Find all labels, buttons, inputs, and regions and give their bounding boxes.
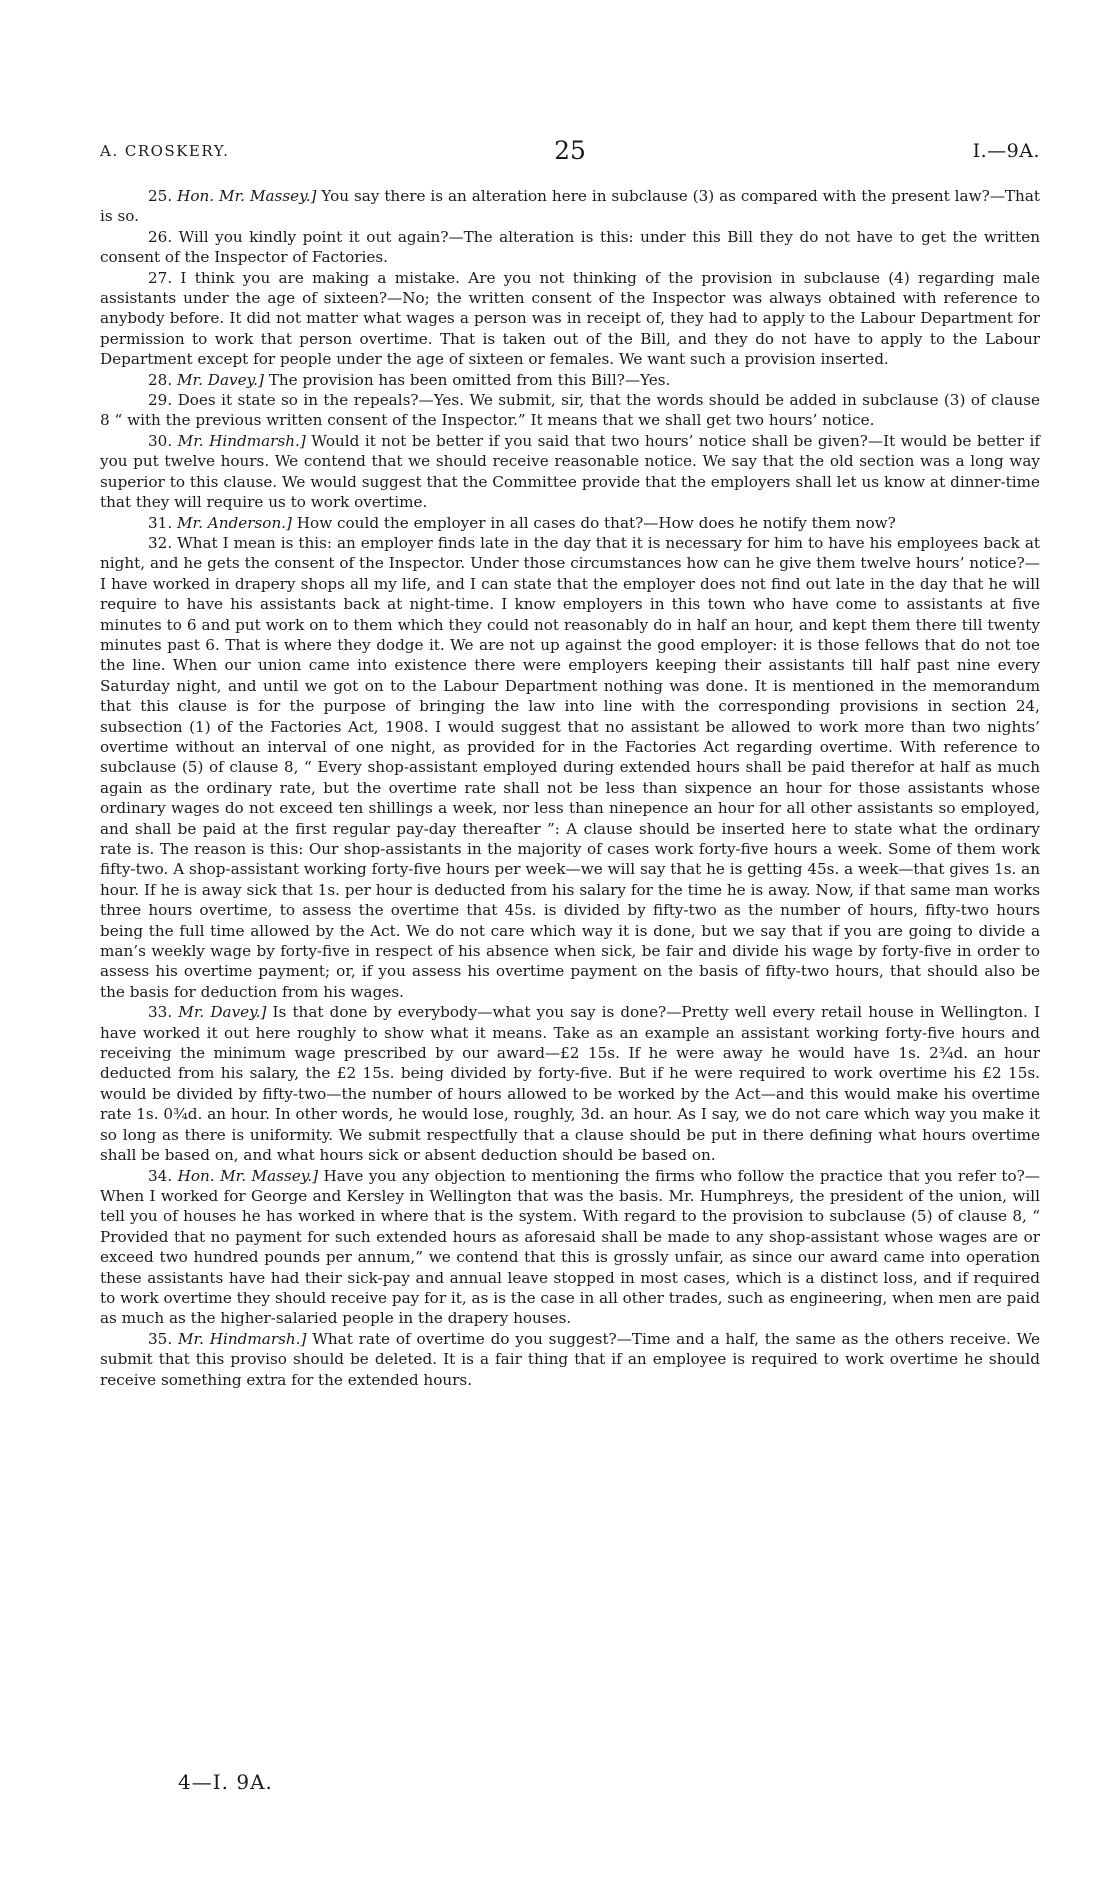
paragraph-text: Will you kindly point it out again?—The alteration is this: under this Bill they do not have to get the written consent of the Inspector of Factories. — [100, 227, 1040, 267]
speaker: Mr. Davey.] — [178, 1003, 267, 1022]
speaker: Hon. Mr. Massey.] — [177, 1166, 319, 1185]
paragraph — [100, 370, 1040, 390]
speaker: Hon. Mr. Massey.] — [177, 187, 317, 205]
paragraph — [100, 227, 1040, 268]
question-number: 30. — [148, 431, 173, 450]
paragraph-text: Is that done by everybody—what you say is done?—Pretty well every retail house in Wellington. I have worked it out here roughly to show what it means. Take as an example an assistant working forty-five hours and receiving the minimum wage prescribed by our award—£2 15s. If he were away he would have 1s. 2¾d. an hour deducted from his salary, the £2 15s. being divided by forty-five. But if he were required to work overtime his £2 15s. would be divided by fifty-two—the number of hours allowed to be worked by the Act—and this would make his overtime rate 1s. 0¾d. an hour. In other words, he would lose, roughly, 3d. an hour. As I say, we do not care which way you make it so long as there is uniformity. We submit respectfully that a clause should be put in there defining what hours overtime shall be based on, and what hours sick or absent deduction should be based on. — [100, 1003, 1040, 1165]
question-number: 25. — [148, 187, 173, 205]
header-document-code: I.—9A. — [972, 140, 1040, 162]
paragraph-text: Have you any objection to mentioning the firms who follow the practice that you refer to?—When I worked for George and Kersley in Wellington that was the basis. Mr. Humphreys, the president of the union, will tell you of houses he has worked in where that is the system. With regard to the provision to subclause (5) of clause 8, “ Provided that no payment for such extended hours as aforesaid shall be made to any shop-assistant whose wages are or exceed two hundred pounds per annum,” we contend that this is grossly unfair, as since our award came into operation these assistants have had their sick-pay and annual leave stopped in most cases, which is a distinct loss, and if required to work overtime they should receive pay for it, as is the case in all other trades, such as engineering, when men are paid as much as the higher-salaried people in the drapery houses. — [100, 1166, 1040, 1328]
question-number: 26. — [148, 227, 173, 246]
paragraph-text: I think you are making a mistake. Are you not thinking of the provision in subclause (4) regarding male assistants under the age of sixteen?—No; the written consent of the Inspector was always obtained with reference to anybody before. It did not matter what wages a person was in receipt of, they had to apply to the Labour Department for permission to work that person overtime. That is taken out of the Bill, and they do not have to apply to the Labour Department except for people under the age of sixteen or females. We want such a provision inserted. — [100, 268, 1040, 369]
speaker: Mr. Hindmarsh.] — [177, 431, 306, 450]
header-witness-name: A. CROSKERY. — [100, 142, 230, 160]
paragraph-text: The provision has been omitted from this Bill?—Yes. — [263, 370, 671, 389]
speaker: Mr. Anderson.] — [176, 513, 292, 532]
page-number: 25 — [554, 136, 586, 165]
question-number: 31. — [148, 513, 173, 532]
question-number: 34. — [148, 1166, 173, 1185]
paragraph — [100, 533, 1040, 1002]
paragraph — [100, 513, 1040, 533]
page-footer-signature: 4—I. 9A. — [178, 1770, 273, 1794]
speaker: Mr. Davey.] — [176, 370, 264, 389]
question-number: 27. — [148, 268, 173, 287]
page-header — [100, 136, 1040, 170]
paragraph-text: How could the employer in all cases do that?—How does he notify them now? — [291, 513, 896, 532]
question-number: 35. — [148, 1329, 173, 1348]
question-number: 28. — [148, 370, 173, 389]
paragraph — [100, 186, 1040, 227]
paragraph — [100, 390, 1040, 431]
question-number: 33. — [148, 1003, 173, 1022]
paragraph — [100, 268, 1040, 370]
paragraph-text: Would it not be better if you said that two hours’ notice shall be given?—It would be better if you put twelve hours. We contend that we should receive reasonable notice. We say that the old section was a long way superior to this clause. We would suggest that the Committee provide that the employers shall let us know at dinner-time that they will require us to work overtime. — [100, 431, 1041, 512]
question-number: 32. — [148, 533, 173, 552]
paragraph — [100, 1002, 1040, 1165]
paragraph — [100, 1329, 1040, 1390]
question-number: 29. — [148, 391, 173, 410]
document-body — [100, 186, 1040, 1390]
paragraph-text: Does it state so in the repeals?—Yes. We submit, sir, that the words should be added in subclause (3) of clause 8 “ with the previous written consent of the Inspector.” It means that we shall get two hours’ notice. — [100, 391, 1040, 430]
paragraph-text: What I mean is this: an employer finds late in the day that it is necessary for him to have his employees back at night, and he gets the consent of the Inspector. Under those circumstances how can he give them twelve hours’ notice?—I have worked in drapery shops all my life, and I can state that the employer does not find out late in the day that he will require to have his assistants back at night-time. I know employers in this town who have come to assistants at five minutes to 6 and put work on to them which they could not reasonably do in half an hour, and kept them there till twenty minutes past 6. That is where they dodge it. We are not up against the good employer: it is those fellows that do not toe the line. When our union came into existence there were employers keeping their assistants till half past nine every Saturday night, and until we got on to the Labour Department nothing was done. It is mentioned in the memorandum that this clause is for the purpose of bringing the law into line with the corresponding provisions in section 24, subsection (1) of the Factories Act, 1908. I would suggest that no assistant be allowed to work more than two nights’ overtime without an interval of one night, as provided for in the Factories Act regarding overtime. With reference to subclause (5) of clause 8, “ Every shop-assistant employed during extended hours shall be paid therefor at half as much again as the ordinary rate, but the overtime rate shall not be less than sixpence an hour for those assistants whose ordinary wages do not exceed ten shillings a week, nor less than ninepence an hour for all other assistants so employed, and shall be paid at the first regular pay-day thereafter ”: A clause should be inserted here to state what the ordinary rate is. The reason is this: Our shop-assistants in the majority of cases work forty-five hours a week. Some of them work fifty-two. A shop-assistant working forty-five hours per week—we will say that he is getting 45s. a week—that gives 1s. an hour. If he is away sick that 1s. per hour is deducted from his salary for the time he is away. Now, if that same man works three hours overtime, to assess the overtime that 45s. is divided by fifty-two as the number of hours, fifty-two hours being the full time allowed by the Act. We do not care which way it is done, but we say that if you are going to divide a man’s weekly wage by forty-five in respect of his absence when sick, be fair and divide his wage by forty-five in order to assess his overtime payment; or, if you assess his overtime payment on the basis of fifty-two hours, that should also be the basis for deduction from his wages. — [100, 533, 1040, 1001]
paragraph — [100, 1166, 1040, 1329]
paragraph — [100, 431, 1040, 513]
paragraph-text: You say there is an alteration here in subclause (3) as compared with the present law?—That is so. — [100, 187, 1040, 226]
speaker: Mr. Hindmarsh.] — [177, 1329, 307, 1348]
paragraph-text: What rate of overtime do you suggest?—Time and a half, the same as the others receive. We submit that this proviso should be deleted. It is a fair thing that if an employee is required to work overtime he should receive something extra for the extended hours. — [100, 1329, 1040, 1389]
